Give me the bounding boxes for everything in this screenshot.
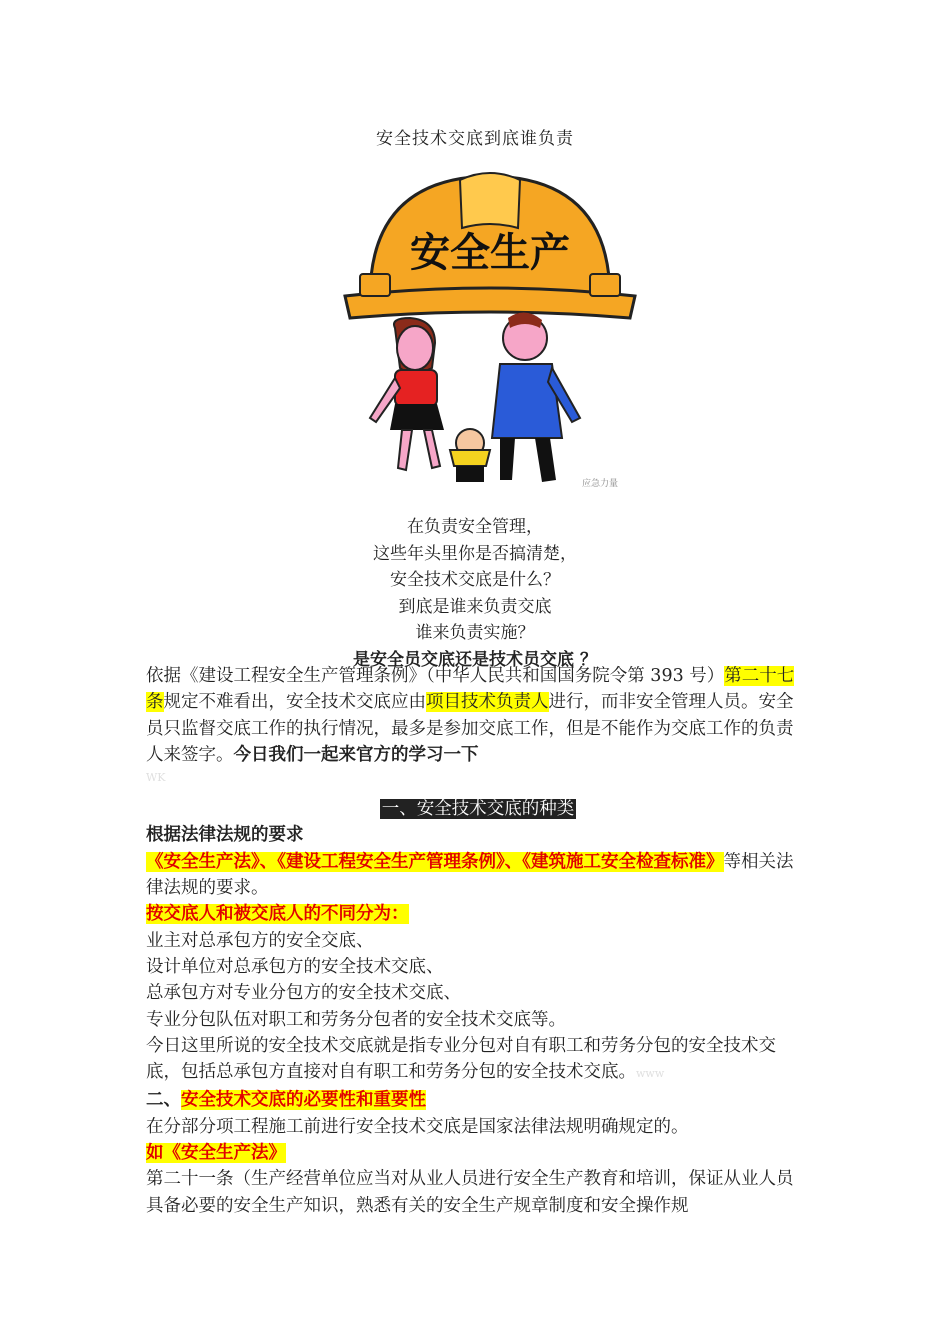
section-1-subheading: 根据法律法规的要求 — [146, 825, 304, 846]
section-2-heading-highlight: 安全技术交底的必要性和重要性 — [181, 1090, 426, 1111]
list-item: 专业分包队伍对职工和劳务分包者的安全技术交底等。 — [146, 1009, 566, 1030]
section-1-note — [146, 1033, 810, 1088]
laws-highlight: 《安全生产法》、《建设工程安全生产管理条例》、《建筑施工安全检查标准》 — [146, 851, 724, 872]
laws-tail: 等相关法律法规的要求。 — [146, 851, 794, 899]
para1-text-e: 进行，而非安全管理人员。安全员只监督交底工作的执行情况，最多是参加交底工作，但是不能作为交底工作的负责人来签字。 — [146, 692, 794, 765]
article-27-highlight: 第二十七条 — [146, 666, 795, 713]
image-watermark: 应急力量 — [582, 479, 619, 489]
helmet-text: 安全生产 — [410, 230, 570, 276]
document-body — [146, 663, 810, 1219]
technical-lead-highlight: 项目技术负责人 — [426, 692, 549, 713]
para1-text-c: 规定不难看出，安全技术交底应由 — [163, 692, 426, 713]
section-2-text: 在分部分项工程施工前进行安全技术交底是国家法律法规明确规定的。 — [146, 1116, 689, 1137]
article-21-text: 第二十一条（生产经营单位应当对从业人员进行安全生产教育和培训，保证从业人员具备必要的安全生产知识，熟悉有关的安全生产规章制度和安全操作规 — [146, 1169, 794, 1216]
note-text: 今日这里所说的安全技术交底就是指专业分包对自有职工和劳务分包的安全技术交底，包括总承包方直接对自有职工和劳务分包的安全技术交底。 — [146, 1035, 776, 1083]
section-2-heading — [146, 1087, 810, 1113]
intro-line: 到底是谁来负责交底 — [398, 596, 552, 617]
intro-line: 谁来负责实施？ — [415, 623, 535, 643]
laws-paragraph — [146, 849, 810, 902]
by-type-highlight: 按交底人和被交底人的不同分为： — [146, 904, 409, 925]
section-2-prefix: 二、 — [146, 1090, 181, 1111]
section-1-heading: 一、安全技术交底的种类 — [381, 799, 575, 820]
intro-line: 安全技术交底是什么？ — [390, 570, 560, 590]
list-item: 总承包方对专业分包方的安全技术交底、 — [146, 983, 461, 1004]
intro-line: 这些年头里你是否搞清楚， — [373, 543, 577, 564]
safety-law-highlight: 如《安全生产法》 — [146, 1143, 286, 1164]
document-title: 安全技术交底到底谁负责 — [376, 129, 574, 149]
intro-lines — [0, 514, 950, 673]
safety-helmet-family-illustration — [340, 168, 640, 496]
para1-bold-text: 今日我们一起来官方的学习一下 — [233, 744, 479, 765]
list-item: 设计单位对总承包方的安全技术交底、 — [146, 956, 444, 977]
list-item: 业主对总承包方的安全交底、 — [146, 930, 374, 951]
intro-line: 在负责安全管理， — [407, 517, 543, 537]
para1-text-a: 依据《建设工程安全生产管理条例》（中华人民共和国国务院令第 393 号） — [146, 666, 725, 686]
key-question: 是安全员交底还是技术员交底 ？ — [353, 649, 597, 670]
note-faint-mark: www — [636, 1067, 665, 1081]
faint-mark: WK — [146, 771, 166, 785]
intro-paragraph — [146, 663, 810, 768]
